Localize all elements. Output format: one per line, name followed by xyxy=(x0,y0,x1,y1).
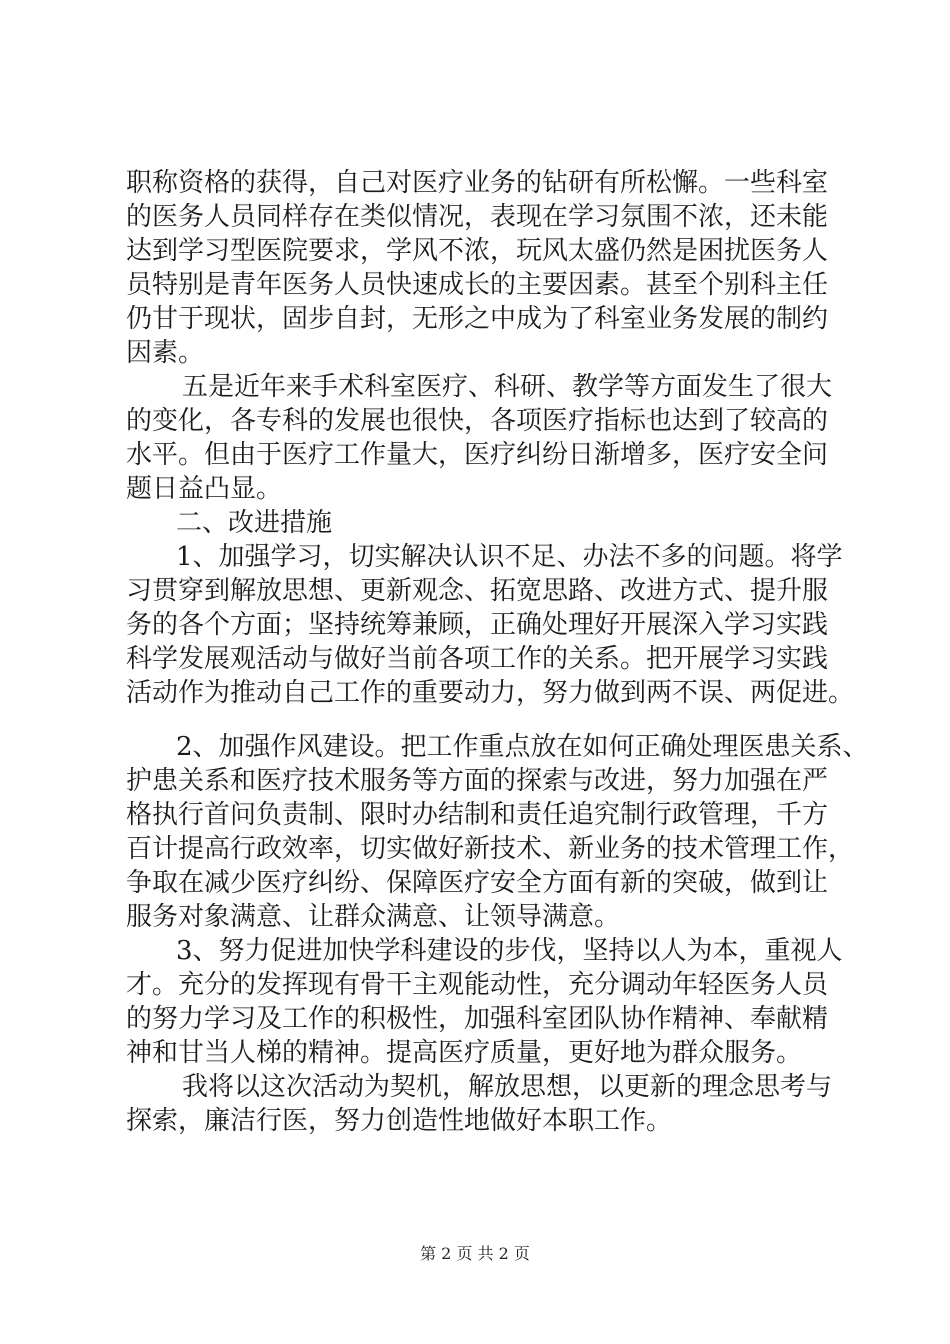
text-line: 的努力学习及工作的积极性，加强科室团队协作精神、奉献精 xyxy=(126,1004,829,1034)
text-line: 仍甘于现状，固步自封，无形之中成为了科室业务发展的制约 xyxy=(126,304,829,334)
text-line: 习贯穿到解放思想、更新观念、拓宽思路、改进方式、提升服 xyxy=(126,576,829,606)
text-line: 水平。但由于医疗工作量大，医疗纠纷日渐增多，医疗安全问 xyxy=(126,440,829,470)
text-line: 百计提高行政效率，切实做好新技术、新业务的技术管理工作， xyxy=(126,834,855,864)
text-line: 2、加强作风建设。把工作重点放在如何正确处理医患关系、 xyxy=(176,732,869,762)
text-line: 的医务人员同样存在类似情况，表现在学习氛围不浓，还未能 xyxy=(126,202,829,232)
text-line: 达到学习型医院要求，学风不浓，玩风太盛仍然是困扰医务人 xyxy=(126,236,829,266)
text-line: 活动作为推动自己工作的重要动力，努力做到两不误、两促进。 xyxy=(126,678,855,708)
text-line: 服务对象满意、让群众满意、让领导满意。 xyxy=(126,902,621,932)
text-line: 神和甘当人梯的精神。提高医疗质量，更好地为群众服务。 xyxy=(126,1038,803,1068)
page-footer xyxy=(0,1244,950,1264)
text-line: 才。充分的发挥现有骨干主观能动性，充分调动年轻医务人员 xyxy=(126,970,829,1000)
text-line: 我将以这次活动为契机，解放思想，以更新的理念思考与 xyxy=(182,1072,833,1102)
text-line: 争取在减少医疗纠纷、保障医疗安全方面有新的突破，做到让 xyxy=(126,868,829,898)
text-line: 护患关系和医疗技术服务等方面的探索与改进，努力加强在严 xyxy=(126,766,829,796)
text-line: 的变化，各专科的发展也很快，各项医疗指标也达到了较高的 xyxy=(126,406,829,436)
text-line: 格执行首问负责制、限时办结制和责任追究制行政管理，千方 xyxy=(126,800,829,830)
text-line: 因素。 xyxy=(126,338,205,368)
text-line: 探索，廉洁行医，努力创造性地做好本职工作。 xyxy=(126,1106,673,1136)
text-line: 务的各个方面；坚持统筹兼顾，正确处理好开展深入学习实践 xyxy=(126,610,829,640)
text-line: 五是近年来手术科室医疗、科研、教学等方面发生了很大 xyxy=(182,372,833,402)
text-line: 3、努力促进加快学科建设的步伐，坚持以人为本，重视人 xyxy=(176,936,843,966)
text-line: 科学发展观活动与做好当前各项工作的关系。把开展学习实践 xyxy=(126,644,829,674)
text-line: 题日益凸显。 xyxy=(126,474,283,504)
page-number-label: 第 2 页 共 2 页 xyxy=(420,1244,530,1263)
text-line: 职称资格的获得，自己对医疗业务的钻研有所松懈。一些科室 xyxy=(126,168,829,198)
section-heading: 二、改进措施 xyxy=(176,508,333,538)
text-line: 员特别是青年医务人员快速成长的主要因素。甚至个别科主任 xyxy=(126,270,829,300)
text-line: 1、加强学习，切实解决认识不足、办法不多的问题。将学 xyxy=(176,542,843,572)
